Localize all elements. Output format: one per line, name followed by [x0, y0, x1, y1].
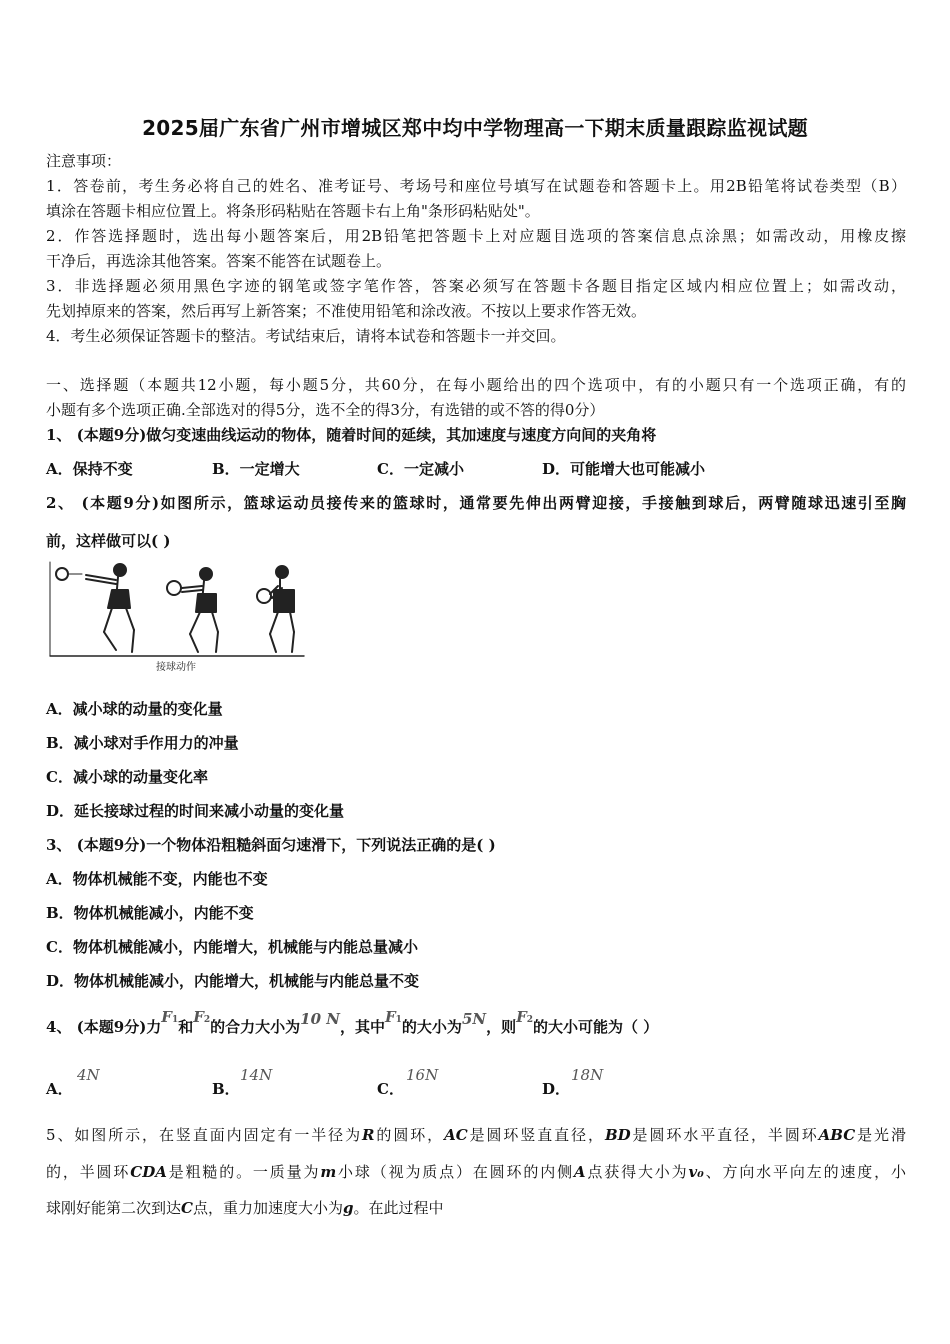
q5-text-3c: 。在此过程中 [353, 1199, 444, 1217]
q5-text-1a: 5、如图所示，在竖直面内固定有一半径为 [46, 1126, 363, 1144]
notice-item-4: 4．考生必须保证答题卡的整洁。考试结束后，请将本试卷和答题卡一并交回。 [46, 327, 566, 345]
question-3-stem: 3、 (本题9分)一个物体沿粗糙斜面匀速滑下，下列说法正确的是( ) [46, 836, 496, 854]
f2-symbol: F [193, 1008, 204, 1026]
question-4-option-b-value: 14N [240, 1066, 273, 1084]
f1-subscript: 1 [171, 1015, 179, 1025]
question-4-part-4: ，其中 [339, 1018, 385, 1036]
q5-text-1e: 是光滑 [855, 1126, 906, 1144]
question-3-option-a: A．物体机械能不变，内能也不变 [46, 870, 268, 888]
basketball-catch-figure [48, 560, 310, 676]
question-1-stem: 1、 (本题9分)做匀变速曲线运动的物体，随着时间的延续，其加速度与速度方向间的夹角将 [46, 426, 657, 444]
f1-symbol: F [161, 1008, 172, 1026]
question-2-stem-2: 前，这样做可以( ) [46, 532, 171, 550]
question-4-option-d-label: D． [542, 1080, 571, 1098]
question-1-option-d: D．可能增大也可能减小 [542, 460, 706, 478]
resultant-value: 10 N [300, 1010, 340, 1028]
q5-text-1c: 是圆环竖直直径， [467, 1126, 605, 1144]
f2-subscript-2: 2 [526, 1015, 534, 1025]
q5-symbol-cda: CDA [130, 1163, 167, 1181]
q5-symbol-c: C [181, 1199, 193, 1217]
question-2-option-a: A．减小球的动量的变化量 [46, 700, 223, 718]
q5-text-2e: 、方向水平向左的速度，小 [703, 1163, 906, 1181]
question-4-part-6: ，则 [486, 1018, 517, 1036]
q5-symbol-m: m [320, 1163, 337, 1181]
question-2-option-b: B．减小球对手作用力的冲量 [46, 734, 239, 752]
question-4-option-a-value: 4N [77, 1066, 100, 1084]
notice-item-2a: 2．作答选择题时，选出每小题答案后，用2B铅笔把答题卡上对应题目选项的答案信息点涂黑；如需改动，用橡皮擦 [46, 227, 906, 245]
figure-caption: 接球动作 [156, 662, 196, 673]
notice-item-2b: 干净后，再选涂其他答案。答案不能答在试题卷上。 [46, 252, 392, 270]
notice-item-1b: 填涂在答题卡相应位置上。将条形码粘贴在答题卡右上角"条形码粘贴处"。 [46, 202, 540, 220]
notice-item-1a: 1．答卷前，考生务必将自己的姓名、准考证号、考场号和座位号填写在试题卷和答题卡上。用2B铅笔将试卷类型（B） [46, 177, 906, 195]
question-2-stem-1: 2、 (本题9分)如图所示，篮球运动员接传来的篮球时，通常要先伸出两臂迎接，手接触到球后，两臂随球迅速引至胸 [46, 494, 906, 512]
q5-text-2b: 是粗糙的。一质量为 [166, 1163, 321, 1181]
question-4-part-5: 的大小为 [401, 1018, 462, 1036]
question-4-option-d-value: 18N [571, 1066, 604, 1084]
q5-text-2c: 小球（视为质点）在圆环的内侧 [336, 1163, 574, 1181]
f2-symbol-2: F [516, 1008, 527, 1026]
question-3-option-b: B．物体机械能减小，内能不变 [46, 904, 254, 922]
section-heading-2: 小题有多个选项正确.全部选对的得5分，选不全的得3分，有选错的或不答的得0分） [46, 401, 605, 419]
q5-symbol-bd: BD [604, 1126, 631, 1144]
q5-symbol-r: R [362, 1126, 375, 1144]
f2-subscript: 2 [203, 1015, 211, 1025]
q5-symbol-ac: AC [444, 1126, 468, 1144]
question-5-line-3 [46, 1197, 906, 1219]
question-4-option-c-label: C． [377, 1080, 404, 1098]
question-4-option-c-value: 16N [406, 1066, 439, 1084]
q5-text-3b: 点，重力加速度大小为 [192, 1199, 343, 1217]
question-3-option-d: D．物体机械能减小，内能增大，机械能与内能总量不变 [46, 972, 420, 990]
question-3-option-c: C．物体机械能减小，内能增大，机械能与内能总量减小 [46, 938, 418, 956]
q5-symbol-g: g [342, 1199, 354, 1217]
question-1-option-c: C．一定减小 [377, 460, 464, 478]
notice-item-3a: 3．非选择题必须用黑色字迹的钢笔或签字笔作答，答案必须写在答题卡各题目指定区域内相应位置上；如需改动， [46, 277, 906, 295]
question-4-part-7: 的大小可能为（ ） [533, 1018, 659, 1036]
notice-item-3b: 先划掉原来的答案，然后再写上新答案；不准使用铅笔和涂改液。不按以上要求作答无效。 [46, 302, 647, 320]
f1-symbol-2: F [385, 1008, 396, 1026]
q5-symbol-v0: v₀ [688, 1163, 704, 1181]
question-4-stem [46, 1008, 906, 1041]
question-2-option-c: C．减小球的动量变化率 [46, 768, 208, 786]
q5-text-1d: 是圆环水平直径，半圆环 [630, 1126, 819, 1144]
q5-text-3a: 球刚好能第二次到达 [46, 1199, 182, 1217]
question-4-option-a-label: A． [46, 1080, 73, 1098]
q5-text-2d: 点获得大小为 [585, 1163, 689, 1181]
page-title: 2025届广东省广州市增城区郑中均中学物理高一下期末质量跟踪监视试题 [142, 116, 808, 140]
question-5-line-1 [46, 1124, 906, 1146]
notice-heading: 注意事项： [46, 152, 122, 170]
section-heading-1: 一、选择题（本题共12小题，每小题5分，共60分，在每小题给出的四个选项中，有的小题只有一个选项正确，有的 [46, 376, 906, 394]
q5-text-2a: 的，半圆环 [46, 1163, 131, 1181]
f1-value: 5N [461, 1010, 487, 1028]
f1-subscript-2: 1 [395, 1015, 402, 1025]
question-2-option-d: D．延长接球过程的时间来减小动量的变化量 [46, 802, 345, 820]
question-5-line-2 [46, 1161, 906, 1183]
question-1-option-a: A．保持不变 [46, 460, 133, 478]
q5-symbol-abc: ABC [818, 1126, 856, 1144]
q5-text-1b: 的圆环， [374, 1126, 445, 1144]
question-4-part-3: 的合力大小为 [210, 1018, 301, 1036]
question-1-option-b: B．一定增大 [212, 460, 300, 478]
question-4-option-b-label: B． [212, 1080, 240, 1098]
q5-symbol-a: A [573, 1163, 586, 1181]
question-4-part-2: 和 [178, 1018, 194, 1036]
question-4-part-1: 4、 (本题9分)力 [46, 1018, 162, 1036]
